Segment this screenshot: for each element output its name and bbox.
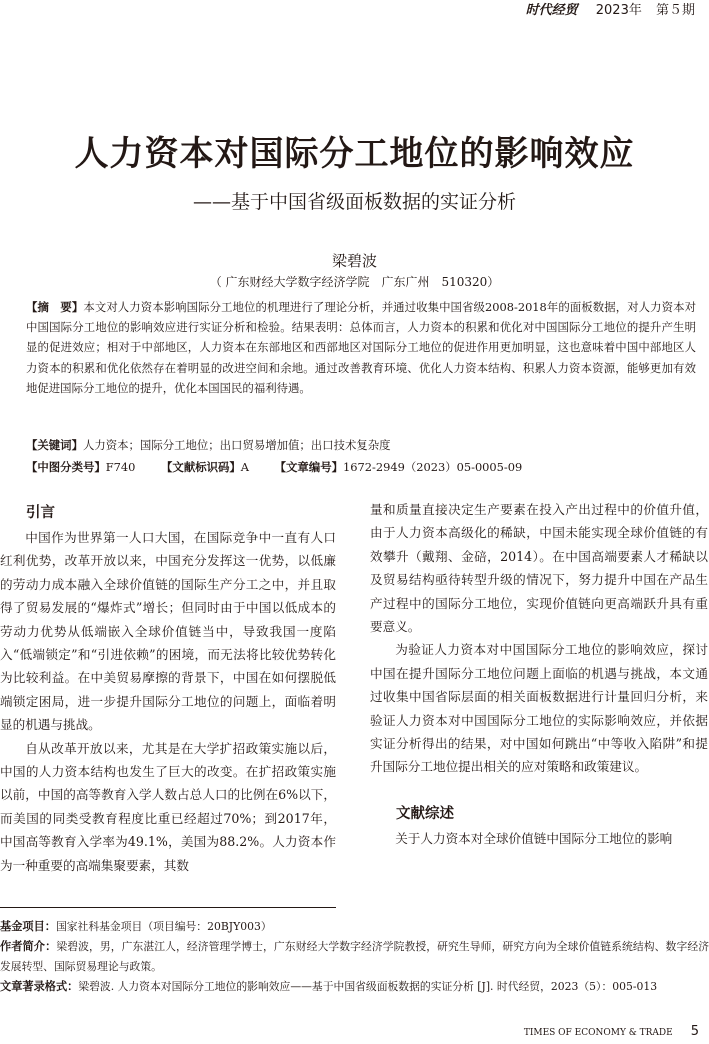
keywords [26, 437, 696, 453]
abstract-text: 本文对人力资本影响国际分工地位的机理进行了理论分析，并通过收集中国省级2008-2018年的面板数据，对人力资本对中国国际分工地位的影响效应进行实证分析和检验。结果表明：总体而言，人力资本的积累和优化对中国国际分工地位的提升产生明显的促进效应；相对于中部地区，人力资本在东部地区和西部地区对国际分工地位的促进作用更加明显，这也意味着中国中部地区人力资本的积累和优化依然存在着明显的改进空间和余地。通过改善教育环境、优化人力资本结构、积累人力资本资源，能够更加有效地促进国际分工地位的提升，优化本国国民的福利待遇。 [26, 300, 696, 395]
journal-issue: 第５期 [655, 3, 695, 18]
article-number-label: 【文章编号】 [274, 460, 343, 474]
citation-text: 梁碧波. 人力资本对国际分工地位的影响效应——基于中国省级面板数据的实证分析 [J]. 时代经贸，2023（5）：005-013 [78, 980, 658, 993]
article-title: 人力资本对国际分工地位的影响效应 [74, 134, 635, 174]
author-name: 梁碧波 [331, 252, 377, 270]
abstract [26, 297, 696, 398]
keywords-text: 人力资本；国际分工地位；出口贸易增加值；出口技术复杂度 [82, 438, 391, 452]
article-number-value: 1672-2949（2023）05-0005-09 [343, 460, 523, 474]
left-column [0, 500, 336, 877]
page-number: 5 [690, 1024, 699, 1039]
author-bio-label: 作者简介： [0, 940, 57, 953]
section-heading-literature: 文献综述 [396, 805, 454, 822]
citation-label: 文章著录格式： [0, 980, 79, 993]
journal-english-name: TIMES OF ECONOMY & TRADE [523, 1028, 673, 1038]
page-footer [524, 1024, 699, 1039]
running-header [526, 0, 695, 22]
clc-value: F740 [105, 460, 136, 474]
journal-year: 2023年 [595, 3, 642, 18]
abstract-label: 【摘 要】 [26, 300, 84, 314]
paragraph: 为验证人力资本对中国国际分工地位的影响效应，探讨中国在提升国际分工地位问题上面临的机遇与挑战，本文通过收集中国省际层面的相关面板数据进行计量回归分析，来验证人力资本对中国国际分工地位的实际影响效应，并依据实证分析得出的结果，对中国如何跳出“中等收入陷阱”和提升国际分工地位提出相关的应对策略和政策建议。 [370, 642, 708, 775]
right-column [370, 498, 708, 850]
doc-code-label: 【文献标识码】 [161, 460, 241, 474]
author-bio-text: 梁碧波，男，广东湛江人，经济管理学博士，广东财经大学数字经济学院教授，研究生导师，研究方向为全球价值链系统结构、数字经济发展转型、国际贸易理论与政策。 [0, 940, 709, 973]
paragraph: 自从改革开放以来，尤其是在大学扩招政策实施以后，中国的人力资本结构也发生了巨大的改变。在扩招政策实施以前，中国的高等教育入学人数占总人口的比例在6%以下，而美国的同类受教育程度比重已经超过70%；到2017年，中国高等教育入学率为49.1%，美国为88.2%。人力资本作为一种重要的高端集聚要素，其数 [0, 740, 336, 873]
doc-code-value: A [240, 460, 250, 474]
article-subtitle: ——基于中国省级面板数据的实证分析 [192, 191, 516, 213]
fund-label: 基金项目： [0, 920, 56, 933]
paragraph: 量和质量直接决定生产要素在投入产出过程中的价值升值，由于人力资本高级化的稀缺，中国未能实现全球价值链的有效攀升（戴翔、金碚，2014）。在中国高端要素人才稀缺以及贸易结构亟待转型升级的情况下，努力提升中国在产品生产过程中的国际分工地位，实现价值链向更高端跃升具有重要意义。 [370, 502, 708, 635]
classification-line [26, 459, 696, 475]
paragraph: 关于人力资本对全球价值链中国际分工地位的影响 [395, 830, 673, 846]
paragraph: 中国作为世界第一人口大国，在国际竞争中一直有人口红利优势，改革开放以来，中国充分发挥这一优势，以低廉的劳动力成本融入全球价值链的国际生产分工之中，并且取得了贸易发展的“爆炸式”增长；但同时由于中国以低成本的劳动力优势从低端嵌入全球价值链当中，导致我国一度陷入“低端锁定”和“引进依赖”的困境，而无法将比较优势转化为比较利益。在中美贸易摩擦的背景下，中国在如何摆脱低端锁定困局，进一步提升国际分工地位的问题上，面临着明显的机遇与挑战。 [0, 530, 336, 733]
section-heading-intro: 引言 [26, 505, 55, 521]
footnotes [0, 917, 709, 997]
keywords-label: 【关键词】 [26, 438, 83, 452]
author-affiliation: （ 广东财经大学数字经济学院 广东广州 510320） [209, 275, 500, 289]
journal-name: 时代经贸 [525, 3, 578, 18]
footnote-divider [0, 907, 336, 908]
fund-text: 国家社科基金项目（项目编号：20BJY003） [55, 920, 272, 933]
clc-label: 【中图分类号】 [26, 460, 106, 474]
